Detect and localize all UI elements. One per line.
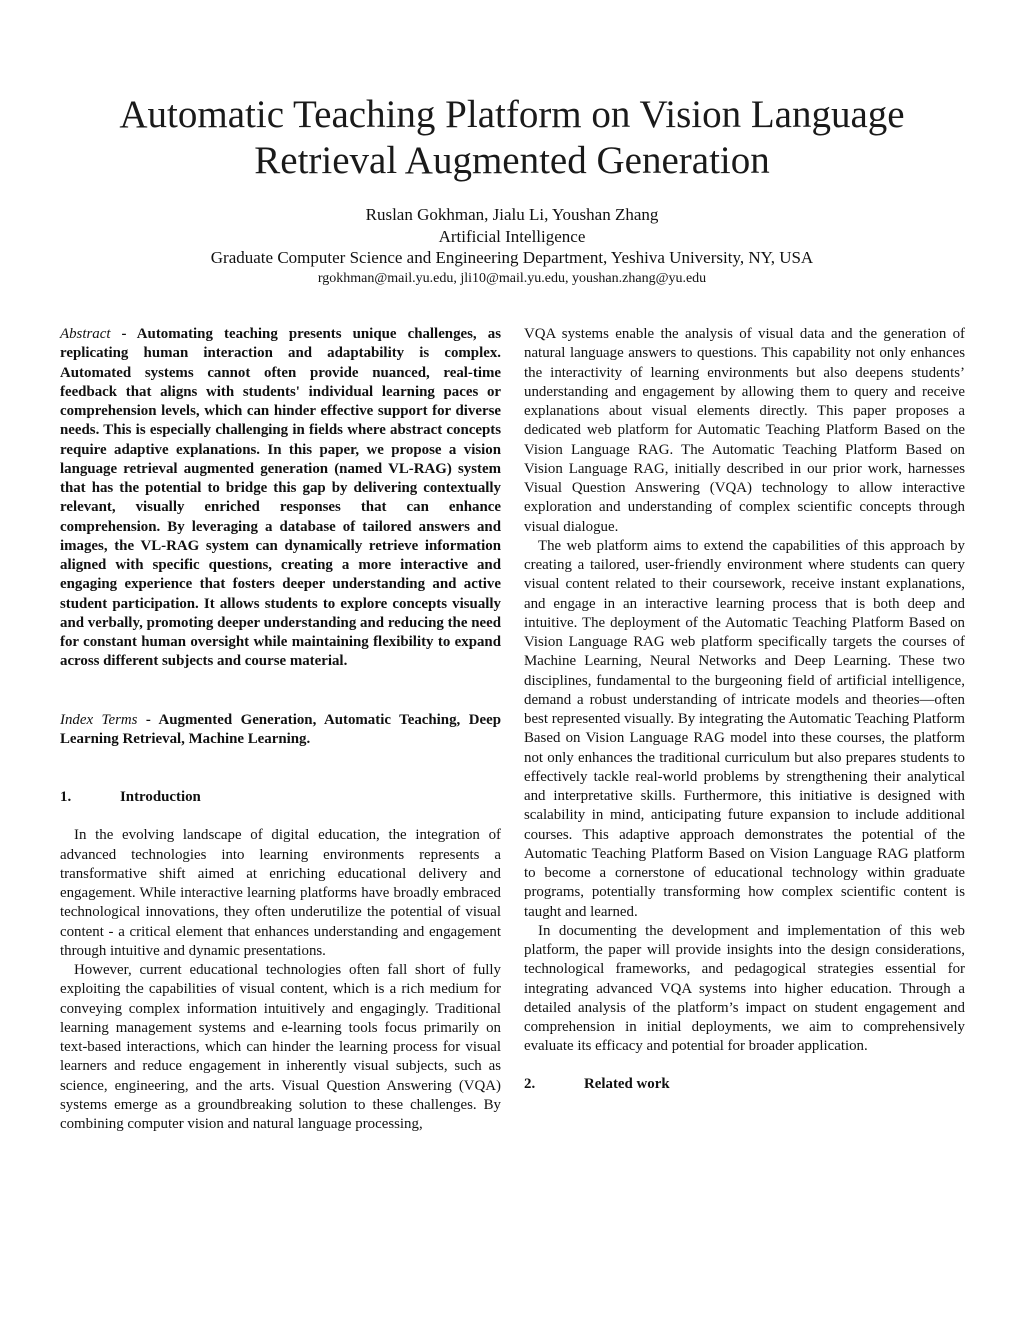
left-column (60, 325, 501, 1134)
authors: Ruslan Gokhman, Jialu Li, Youshan Zhang (365, 205, 659, 224)
section-number: 1. (60, 789, 72, 805)
abstract (60, 325, 501, 672)
title-line-2: Retrieval Augmented Generation (254, 139, 770, 182)
right-paragraph-3: In documenting the development and implementation of this web platform, the paper will provide insights into the design considerations, technological frameworks, and pedagogical strategies essential for integrating advanced VQA systems into higher education. Through a detailed analysis of the platform’s impact on student engagement and comprehension in initial deployments, we aim to comprehensively evaluate its efficacy and potential for broader application. (524, 922, 965, 1055)
index-terms-text: Augmented Generation, Automatic Teaching, Deep Learning Retrieval, Machine Learning. (60, 711, 501, 747)
right-paragraph-2: The web platform aims to extend the capabilities of this approach by creating a tailored, user-friendly environment where students can query visual content related to their coursework, receive instant explanations, and engage in an interactive learning process that is both deep and intuitive. The deployment of the Automatic Teaching Platform Based on Vision Language RAG web platform specifically targets the courses of Machine Learning, Neural Networks and Deep Learning. These two disciplines, fundamental to the burgeoning field of artificial intelligence, demand a robust understanding of intricate models and theories—often best represented visually. By integrating the Automatic Teaching Platform Based on Vision Language RAG model into these courses, the platform not only enhances the traditional curriculum but also prepares students to effectively tackle real-world problems by strengthening their analytical and interpretative skills. Furthermore, this initiative is designed with scalability in mind, anticipating future expansion to include additional courses. This adaptive approach demonstrates the potential of the Automatic Teaching Platform Based on Vision Language RAG platform to become a cornerstone of educational technology within graduate programs, potentially transforming how complex scientific content is taught and learned. (524, 537, 965, 920)
affiliation: Graduate Computer Science and Engineering Department, Yeshiva University, NY, USA (210, 248, 814, 267)
right-paragraph-1: VQA systems enable the analysis of visual data and the generation of natural language answers to questions. This capability not only enhances the interactivity of learning environments but also deepens students’ understanding and engagement by allowing them to query and receive explanations about visual elements directly. This paper proposes a dedicated web platform for Automatic Teaching Platform Based on the Vision Language RAG. The Automatic Teaching Platform Based on Vision Language RAG, initially described in our prior work, harnesses Visual Question Answering (VQA) technology to allow interactive exploration and understanding of complex scientific concepts through visual dialogue. (524, 326, 965, 535)
author-block (60, 204, 964, 289)
abstract-text: Automating teaching presents unique challenges, as replicating human interaction and adaptability is complex. Automated systems cannot often provide nuanced, real-time feedback that aligns with students' individual learning paces or comprehension levels, which can hinder effective support for diverse needs. This is especially challenging in fields where abstract concepts require adaptive explanations. In this paper, we propose a vision language retrieval augmented generation (named VL-RAG) system that has the potential to bridge this gap by delivering contextually relevant, visually enriched responses that can enhance comprehension. By leveraging a database of tailored answers and images, the VL-RAG system can dynamically retrieve information aligned with specific questions, creating a more interactive and engaging experience that fosters deeper understanding and active student participation. It allows students to explore concepts visually and verbally, promoting deeper understanding and reducing the need for constant human oversight while maintaining flexibility to expand across different subjects and course material. (60, 326, 501, 670)
emails: rgokhman@mail.yu.edu, jli10@mail.yu.edu, youshan.zhang@yu.edu (317, 270, 707, 286)
right-column (524, 325, 965, 1094)
section-title: Related work (584, 1075, 670, 1092)
index-terms-separator: - (137, 711, 159, 728)
section-heading-introduction (60, 788, 501, 807)
index-terms (60, 711, 501, 750)
title-line-1: Automatic Teaching Platform on Vision Language (119, 93, 905, 136)
section-title: Introduction (120, 789, 201, 805)
index-terms-label: Index Terms (60, 711, 138, 728)
section-number: 2. (524, 1075, 536, 1092)
field: Artificial Intelligence (438, 226, 586, 246)
abstract-label: Abstract (60, 326, 111, 342)
intro-paragraph-1: In the evolving landscape of digital education, the integration of advanced technologies into learning environments represents a transformative shift aimed at enriching educational delivery and engagement. While interactive learning platforms have broadly embraced technological innovations, they often underutilize the potential of visual content - a critical element that enhances understanding and engagement through intuitive and dynamic presentations. (60, 827, 501, 959)
section-heading-related-work (524, 1075, 965, 1094)
paper-title (60, 92, 964, 184)
intro-paragraph-2: However, current educational technologies often fall short of fully exploiting the capabilities of visual content, which is a rich medium for conveying complex information intuitively and engagingly. Traditional learning management systems and e-learning tools focus primarily on text-based interactions, which can hinder the learning process for visual learners and reduce engagement in inherently visual subjects, such as science, engineering, and the arts. Visual Question Answering (VQA) systems emerge as a groundbreaking solution to these challenges. By combining computer vision and natural language processing, (60, 962, 501, 1132)
abstract-separator: - (110, 326, 137, 342)
